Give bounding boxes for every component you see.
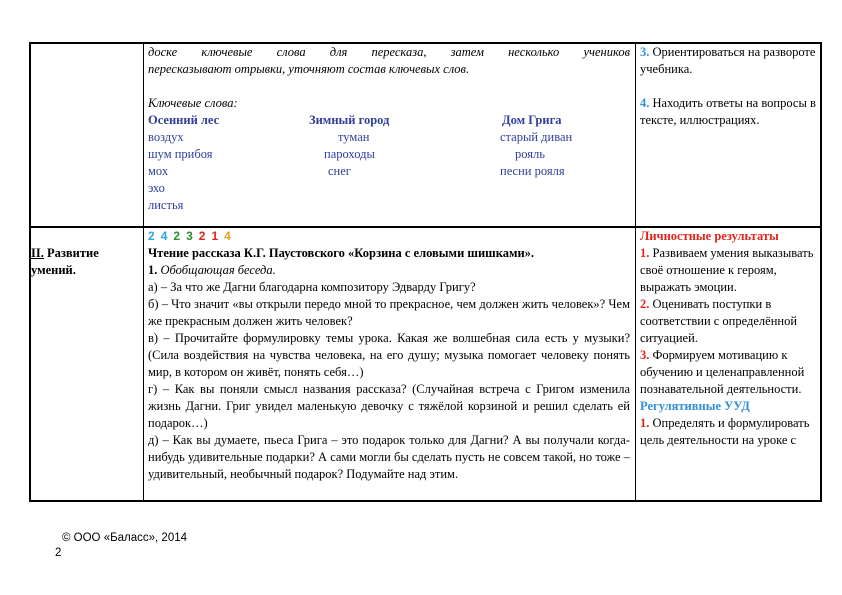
regulative-item: 1. Определять и формулировать цель деятельности на уроке с — [640, 416, 810, 447]
keyword: шум прибоя — [148, 147, 213, 161]
keywords-row — [148, 146, 630, 163]
uud-item: 3. Ориентироваться на развороте учебника. — [640, 45, 816, 76]
copyright-footer: © ООО «Баласс», 2014 — [62, 532, 188, 544]
reading-heading: Чтение рассказа К.Г. Паустовского «Корзина с еловыми шишками». — [148, 246, 535, 260]
keyword-header: Осенний лес — [148, 113, 220, 127]
color-digit: 1 — [211, 229, 219, 243]
question-paragraph: в) – Прочитайте формулировку темы урока. Какая же волшебная сила есть у музыки? (Сила воздействия на чувства человека, на его душу; музыка помогает человеку понять мир, в котором он живёт, понять себя…) — [148, 331, 630, 379]
color-digit: 3 — [186, 229, 193, 243]
keywords-row — [148, 197, 630, 214]
color-digits — [148, 228, 630, 245]
keyword: пароходы — [324, 147, 375, 161]
personal-results-title: Личностные результаты — [640, 229, 779, 243]
keyword: листья — [148, 198, 184, 212]
keywords-row — [148, 129, 630, 146]
keyword: рояль — [515, 147, 545, 161]
keyword: снег — [328, 164, 351, 178]
personal-item: 1. Развиваем умения выказывать своё отношение к героям, выражать эмоции. — [640, 246, 814, 294]
question-paragraph: д) – Как вы думаете, пьеса Грига – это подарок только для Дагни? А вы получали когда-нибудь удивительные подарки? А сами могли бы сделать пусть не совсем такой, но тоже – удивительный, необычный подарок? Подумайте над этим. — [148, 433, 630, 481]
column-divider-2 — [635, 42, 636, 502]
regulative-title: Регулятивные УУД — [640, 399, 750, 413]
column-divider-1 — [143, 42, 144, 502]
uud-item: 4. Находить ответы на вопросы в тексте, иллюстрациях. — [640, 96, 816, 127]
keyword: мох — [148, 164, 169, 178]
keyword: песни рояля — [500, 164, 565, 178]
color-digit: 2 — [173, 229, 181, 243]
keyword: старый диван — [500, 130, 573, 144]
stage-number: II. — [31, 246, 44, 260]
keywords-row — [148, 163, 630, 180]
question-paragraph: а) – За что же Дагни благодарна композитору Эдварду Григу? — [148, 280, 476, 294]
question-paragraph: г) – Как вы поняли смысл названия рассказа? (Случайная встреча с Григом изменила жизнь Дагни. Григ увидел маленькую девочку с тяжёлой корзиной и решил сделать ей подарок…) — [148, 382, 630, 430]
color-digit: 4 — [160, 229, 168, 243]
keyword: воздух — [148, 130, 184, 144]
activity-line: доске ключевые слова для пересказа, затем несколько учеников — [148, 45, 630, 59]
color-digit: 2 — [198, 229, 206, 243]
keyword-header: Дом Грига — [502, 113, 562, 127]
lesson-table — [29, 42, 822, 502]
task-line: 1. Обобщающая беседа. — [148, 263, 276, 277]
keywords-label: Ключевые слова: — [148, 96, 238, 110]
page-number: 2 — [55, 547, 62, 559]
activity-cell-bottom — [148, 228, 630, 483]
keyword: туман — [338, 130, 370, 144]
stage-title: Развитие умений. — [31, 246, 99, 277]
activity-cell-top — [148, 44, 630, 214]
keyword: эхо — [148, 181, 165, 195]
uud-cell-top — [640, 44, 818, 129]
color-digit: 2 — [148, 229, 155, 243]
color-digit: 4 — [224, 229, 231, 243]
activity-line: пересказывают отрывки, уточняют состав ключевых слов. — [148, 62, 470, 76]
results-cell — [640, 228, 818, 449]
personal-item: 3. Формируем мотивацию к обучению и целенаправленной познавательной деятельности. — [640, 348, 805, 396]
personal-item: 2. Оценивать поступки в соответствии с определённой ситуацией. — [640, 297, 798, 345]
keywords-row — [148, 180, 630, 197]
question-paragraph: б) – Что значит «вы открыли передо мной то прекрасное, чем должен жить человек»? Чем же прекрасным должен жить человек? — [148, 297, 630, 328]
keyword-header: Зимный город — [309, 113, 390, 127]
table-right-border — [820, 42, 822, 502]
stage-cell — [29, 245, 142, 279]
keywords-header-row — [148, 112, 630, 129]
table-bottom-border — [29, 500, 822, 502]
